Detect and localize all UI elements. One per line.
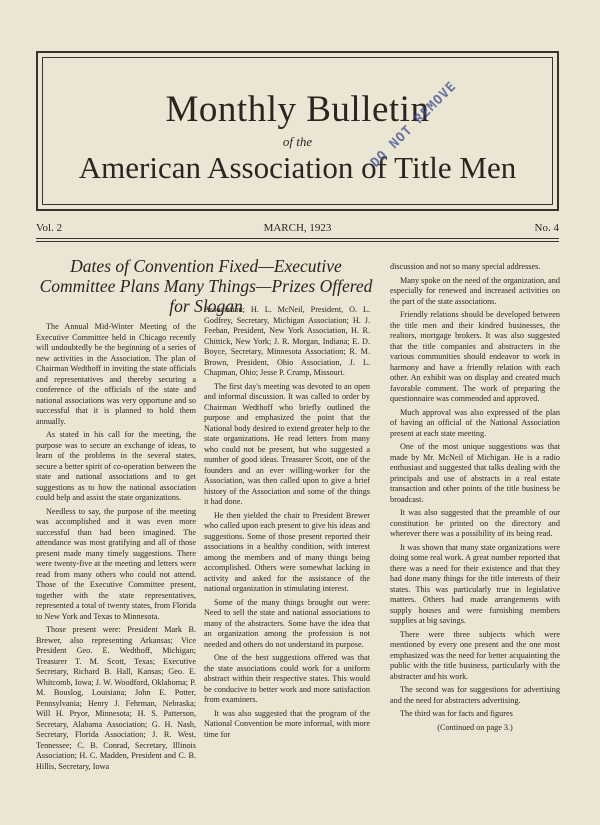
organization-name: American Association of Title Men (78, 150, 517, 185)
paragraph: Friendly relations should be developed between the title men and their kindred businesses, the realtors, mortgage brokers. It was also suggested that the title companies and abstracters in the various communities should endeavor to work in harmony and have a friendly relation with each other. An exhibit was on display and created much favorable comment. The work of preparing the questionnaire was commended and approved. (390, 310, 560, 403)
do-not-remove-stamp: DO NOT REMOVE (368, 78, 460, 171)
paragraph: discussion and not so many special addresses. (390, 262, 541, 271)
article-column-1 (36, 322, 196, 775)
bulletin-title: Monthly Bulletin (165, 89, 430, 130)
issue-date: MARCH, 1923 (263, 222, 332, 234)
paragraph: The first day's meeting was devoted to an open and informal discussion. It was called to order by Chairman Wedthoff who briefly outlined the purpose and emphasized the point that the National body desired to extend greater help to the state organizations. He read letters from many who could not be present, but who suggested a number of good ideas. Treasurer Scott, one of the founders and an ever willing-worker for the Association, was then called upon to give a brief history of the Association and some of the things it had done. (204, 381, 370, 506)
issue-number: No. 4 (534, 222, 559, 234)
issue-line (36, 220, 559, 236)
paragraph: The second was for suggestions for advertising and the need for abstracters advertising. (390, 685, 560, 705)
paragraph: It was shown that many state organizations were doing some real work. A great number reported that there was a need for their existence and that they had done many things for the title interests of their states. This was particularly true in legislative matters. Others had made arrangements with supply houses and were furnishing members supplies at big savings. (390, 542, 560, 625)
article-headline: Dates of Convention Fixed—Executive Committee Plans Many Things—Prizes Offered for Slogan (39, 256, 373, 316)
paragraph: One of the most unique suggestions was that made by Mr. McNeil of Michigan. He is a radio enthusiast and suggested that talks dealing with the principals and use of abstracts in a real estate transaction and other points of the title business be broadcast. (390, 442, 560, 504)
masthead (36, 51, 559, 211)
paragraph: The third was for facts and figures (400, 709, 513, 718)
paragraph: It was also suggested that the program of the National Convention be more informal, with more time for (204, 708, 370, 739)
volume-label: Vol. 2 (36, 222, 63, 234)
paragraph: Those present were: President Mark B. Brewer, also representing Arkansas; Vice President Geo. E. Wedthoff, Michigan; Treasurer T. M. Scott, Texas; Executive Secretary, Richard B. Hall, Kansas; Geo. E. Whitcomb, Iowa; J. W. Woodford, Oklahoma; P. M. Bouslog, Louisiana; John E. Potter, Pennsylvania; Henry J. Fehrman, Nebraska; Will H. Pryor, Minnesota; H. S. Patterson, Secretary, Alabama Association; G. H. Nash, Secretary, Florida Association; J. R. West, Tennessee; C. B. Conrad, Secretary, Illinois Association; H. C. Madden, President and C. B. Hillis, Secretary, Iowa (36, 625, 196, 771)
paragraph: He then yielded the chair to President Brewer who called upon each present to give his ideas and suggestions. Some of those present reported their associations in a healthy condition, with interest among the members and of many things being accomplished. Others were somewhat lacking in activity and asked for the assistance of the national organization in stimulating interest. (204, 510, 370, 593)
paragraph: Many spoke on the need of the organization, and especially for renewed and increased activities on the part of the state associations. (390, 275, 560, 306)
paragraph: One of the best suggestions offered was that the state associations could work for a uniform abstract within their respective states. This would be conducive to better work and more satisfaction from examiners. (204, 653, 370, 704)
issue-rule-bottom (36, 241, 559, 242)
paragraph: Much approval was also expressed of the plan of having an official of the National Association present at each state meeting. (390, 407, 560, 438)
continued-note: (Continued on page 3.) (437, 722, 513, 732)
paragraph: Needless to say, the purpose of the meeting was accomplished and it was even more successful than had been imagined. The attendance was most gratifying and all of those present made many timely suggestions. There were twenty-five at the meeting and letters were read from many others who could not attend. Those of the Executive Committee present, together with the state representatives, represented a total of twenty states, from Florida to New York and Texas to Minnesota. (36, 506, 196, 621)
paragraph: As stated in his call for the meeting, the purpose was to secure an exchange of ideas, to learn of the problems in the several states, secure a better spirit of co-operation between the state and national associations and to get suggestions as to how the national association could help and assist the state organizations. (36, 430, 196, 502)
masthead-inner-border (42, 57, 553, 205)
issue-rule-top (36, 238, 559, 239)
paragraph: Association; H. L. McNeil, President, O. L. Godfrey, Secretary, Michigan Association; H. J. Feehan, President, New York Association, H. R. Chittick, New York; J. R. Morgan, Indiana; E. D. Boyce, Secretary, Minnesota Association; R. M. Brown, President, Ohio Association, J. L. Chapman, Ohio; Jesse P. Crump, Missouri. (204, 305, 370, 377)
paragraph: It was also suggested that the preamble of our constitution be printed on the directory and wherever there was a possibility of its being read. (390, 508, 560, 538)
paragraph: The Annual Mid-Winter Meeting of the Executive Committee held in Chicago recently will undoubtedly be the beginning of a series of new activities in the Association. The plan of Chairman Wedthoff in inviting the state officials and representatives and thereby securing a conference of the officials of the state and national associations was very opportune and so successful that it is planned to hold them annually. (36, 322, 196, 426)
article-column-3 (390, 262, 560, 736)
bulletin-of-the: of the (282, 134, 313, 149)
paragraph: Some of the many things brought out were: Need to sell the state and national associations to many of the abstracters. Some have the idea that an organization among the profession is not needed and others do not understand its purpose. (204, 597, 370, 649)
article-column-2 (204, 305, 370, 743)
paragraph: There were three subjects which were mentioned by every one present and the one most emphasized was the need for better acquainting the public with the title business, particularly with the abstracter and his work. (390, 629, 560, 681)
